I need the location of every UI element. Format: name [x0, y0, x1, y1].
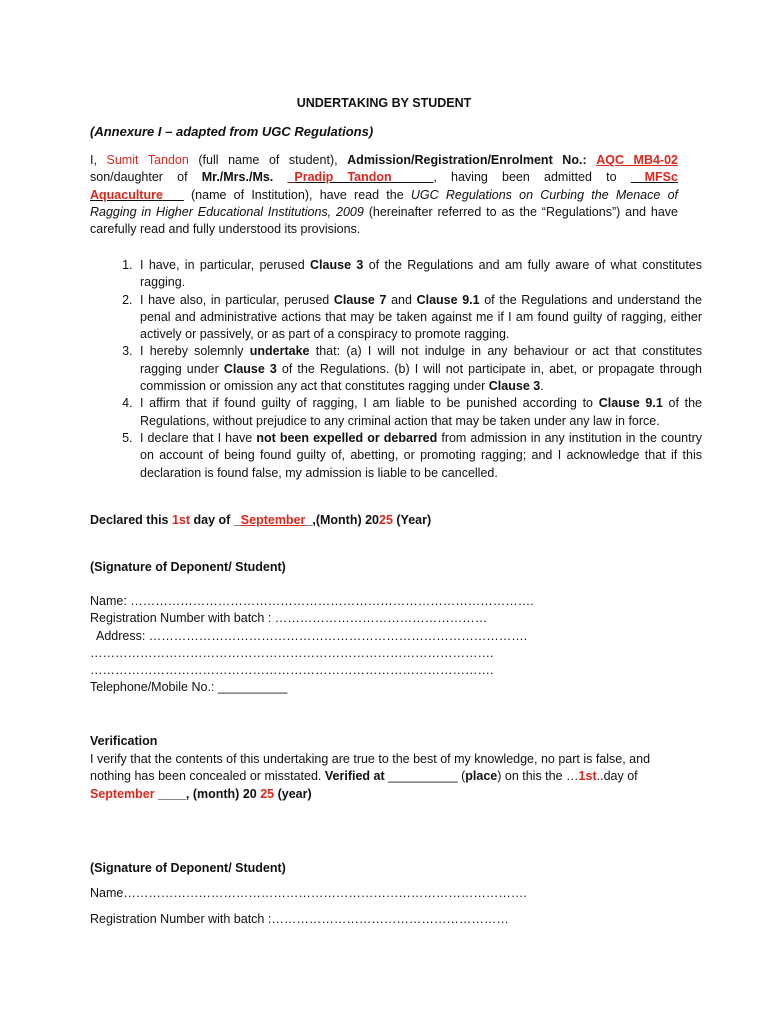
verification-day: 1st: [578, 769, 597, 784]
declaration-text: day of _: [190, 513, 241, 527]
parent-name: _Pradip Tandon: [287, 170, 392, 185]
declaration-text: Declared this: [90, 513, 172, 527]
declaration-year: 25: [379, 513, 393, 527]
clause-emphasis: not been expelled or debarred: [256, 430, 438, 445]
verification-year: 25: [260, 786, 275, 801]
intro-paragraph: [90, 152, 678, 238]
clauses-list: [112, 257, 702, 482]
clause-ref: Clause 9.1: [598, 396, 663, 411]
clause-text: I hereby solemnly: [140, 344, 250, 359]
clause-text: .: [540, 379, 544, 394]
clause-text: of the Regulations. (b) I will not participate in, abet, or propagate through commission or omission any act that constitutes ragging under: [140, 361, 702, 394]
address-line-2: …………………………………………………………………………………….: [90, 645, 494, 660]
place-label: place: [465, 769, 498, 784]
verification-text: ..day of: [596, 769, 638, 784]
verification-text: ____, (month) 20: [154, 786, 261, 801]
verification-text: I verify that the contents of this undertaking are true to the best of my knowledge, no part is false, and nothing has been concealed or misstated.: [90, 752, 651, 784]
clause-text: of the Regulations and understand the penal and administrative actions that may be taken against me if I am found guilty of ragging, either actively or passively, or as part of a conspiracy to promote ragging.: [140, 292, 702, 342]
declaration-text: (Year): [392, 513, 432, 527]
student-name: Sumit Tandon: [106, 153, 189, 167]
declaration-month: September: [240, 513, 306, 527]
intro-text: (hereinafter referred to as the “Regulations”) and have carefully read and fully understood its provisions.: [90, 204, 678, 237]
clause-text: and: [386, 292, 417, 307]
intro-text: I,: [90, 153, 107, 167]
intro-text: (full name of student),: [188, 153, 348, 167]
parent-blank: ______: [391, 170, 434, 185]
registration-field-2: Registration Number with batch :…………………………………………………: [90, 912, 509, 926]
clause-ref: Clause 3: [488, 379, 541, 394]
parent-name-field: [287, 170, 433, 184]
registration-label: Admission/Registration/Enrolment No.:: [347, 153, 587, 167]
clause-text: of the Regulations, without prejudice to any criminal action that may be taken under any law in force.: [140, 396, 702, 428]
clause-text: that: (a) I will not indulge in any behaviour or act that constitutes ragging under: [140, 344, 703, 376]
declaration-line: [90, 512, 431, 529]
verification-text: ) on this the …: [497, 769, 579, 784]
clause-text: I affirm that if found guilty of ragging, I am liable to be punished according to: [140, 396, 599, 411]
clause-item: [136, 395, 702, 430]
institution-name: MFSc Aquaculture: [90, 170, 678, 202]
clause-ref: Clause 3: [310, 258, 364, 272]
address-line-3: …………………………………………………………………………………….: [90, 663, 494, 678]
institution-prefix: __: [630, 170, 645, 185]
clause-text: I have also, in particular, perused: [140, 292, 334, 307]
clause-text: from admission in any institution in the country on account of being found guilty of, abetting, or promoting ragging; and I acknowledge that if this declaration is found false, my admission is liable to be cancelled.: [140, 430, 702, 480]
document-title: UNDERTAKING BY STUDENT: [296, 96, 472, 110]
clause-ref: Clause 9.1: [416, 292, 480, 307]
signature-label: (Signature of Deponent/ Student): [90, 560, 286, 574]
student-details: [90, 593, 690, 697]
declaration-day: 1st: [171, 513, 191, 527]
name-field-2: Name…………………………………………………………………………………….: [90, 886, 527, 900]
clause-ref: Clause 3: [223, 361, 277, 376]
clause-ref: Clause 7: [333, 292, 387, 307]
registration-field: Registration Number with batch : ……………………………………………: [90, 611, 488, 626]
regulations-title: UGC Regulations on Curbing the Menace of Ragging in Higher Educational Institutions, 2009: [90, 187, 678, 219]
verification-text: (year): [274, 786, 312, 801]
annexure-subtitle: (Annexure I – adapted from UGC Regulations): [90, 124, 374, 139]
verification-text: __________ (: [384, 769, 466, 784]
declaration-text: _,(Month) 20: [305, 513, 379, 527]
intro-text: (name of Institution), have read the: [183, 187, 411, 202]
verification-heading: Verification: [90, 734, 158, 748]
clause-emphasis: undertake: [249, 344, 310, 359]
parent-label: Mr./Mrs./Ms.: [201, 170, 274, 185]
clause-text: I declare that I have: [140, 430, 257, 445]
telephone-field: Telephone/Mobile No.: __________: [90, 680, 288, 695]
clause-text: of the Regulations and am fully aware of what constitutes ragging.: [140, 258, 703, 290]
verification-month: September: [90, 786, 155, 801]
verification-paragraph: [90, 751, 680, 803]
signature-label-2: (Signature of Deponent/ Student): [90, 861, 286, 875]
clause-item: [136, 292, 702, 344]
address-field: Address: ……………………………………………………………………………….: [96, 628, 528, 643]
clause-item: [136, 343, 702, 395]
clause-item: [136, 257, 702, 292]
name-field: Name: …………………………………………………………………………………….: [90, 594, 534, 608]
institution-blank: ___: [162, 187, 184, 202]
registration-number: AQC MB4-02: [596, 153, 678, 167]
clause-text: I have, in particular, perused: [140, 258, 311, 272]
clause-item: [136, 430, 702, 482]
verified-at-label: Verified at: [324, 769, 385, 784]
intro-text: son/daughter of: [90, 170, 202, 185]
intro-text: , having been admitted to: [433, 170, 631, 185]
